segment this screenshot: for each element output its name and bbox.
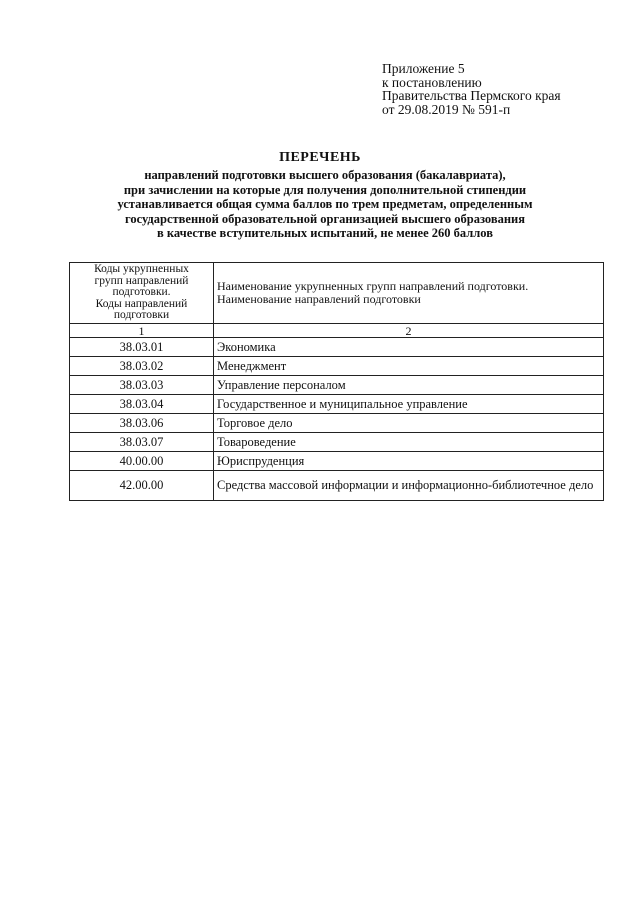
row-code: 38.03.02: [70, 357, 214, 376]
row-name: Товароведение: [214, 433, 604, 452]
header-code-line-3: подготовки.: [112, 286, 171, 299]
header-code-line-5: подготовки: [113, 309, 170, 322]
table-row: [70, 452, 604, 471]
subtitle-line-1: направлений подготовки высшего образования (бакалавриата),: [144, 168, 506, 182]
column-number-row: [70, 324, 604, 338]
annex-line-4: от 29.08.2019 № 591-п: [382, 101, 511, 117]
document-title: ПЕРЕЧЕНЬ: [279, 150, 361, 165]
row-name: Юриспруденция: [214, 452, 604, 471]
header-name-cell: [214, 263, 604, 324]
column-number-2: 2: [214, 324, 604, 338]
row-name: Торговое дело: [214, 414, 604, 433]
table-row: [70, 357, 604, 376]
table-header-row: [70, 263, 604, 324]
row-code: 38.03.07: [70, 433, 214, 452]
subtitle-line-5: в качестве вступительных испытаний, не менее 260 баллов: [157, 226, 493, 241]
header-name-line-1: Наименование укрупненных групп направлений подготовки.: [217, 279, 529, 293]
row-code: 40.00.00: [70, 452, 214, 471]
document-subtitle: [70, 168, 580, 241]
table-row: [70, 471, 604, 501]
row-name: Экономика: [214, 338, 604, 357]
row-code: 42.00.00: [70, 471, 214, 501]
header-code-line-4: Коды направлений: [95, 297, 188, 310]
row-code: 38.03.04: [70, 395, 214, 414]
row-name: Средства массовой информации и информационно-библиотечное дело: [214, 471, 604, 501]
annex-block: [382, 62, 561, 116]
directions-table: [69, 262, 604, 501]
subtitle-line-3: устанавливается общая сумма баллов по трем предметам, определенным: [117, 197, 533, 212]
column-number-1: 1: [70, 324, 214, 338]
table-row: [70, 414, 604, 433]
header-code-line-2: групп направлений: [94, 274, 189, 287]
table-row: [70, 395, 604, 414]
annex-line-1: Приложение 5: [382, 61, 465, 76]
row-name: Государственное и муниципальное управление: [214, 395, 604, 414]
table-row: [70, 338, 604, 357]
row-code: 38.03.01: [70, 338, 214, 357]
table-row: [70, 433, 604, 452]
header-code-cell: [70, 263, 214, 324]
row-name: Менеджмент: [214, 357, 604, 376]
row-name: Управление персоналом: [214, 376, 604, 395]
annex-line-2: к постановлению: [382, 74, 482, 90]
row-code: 38.03.03: [70, 376, 214, 395]
header-name-line-2: Наименование направлений подготовки: [217, 292, 421, 306]
row-code: 38.03.06: [70, 414, 214, 433]
table-row: [70, 376, 604, 395]
annex-line-3: Правительства Пермского края: [382, 88, 561, 103]
subtitle-line-2: при зачислении на которые для получения дополнительной стипендии: [123, 182, 527, 197]
header-code-line-1: Коды укрупненных: [94, 263, 189, 276]
subtitle-line-4: государственной образовательной организацией высшего образования: [124, 211, 526, 226]
